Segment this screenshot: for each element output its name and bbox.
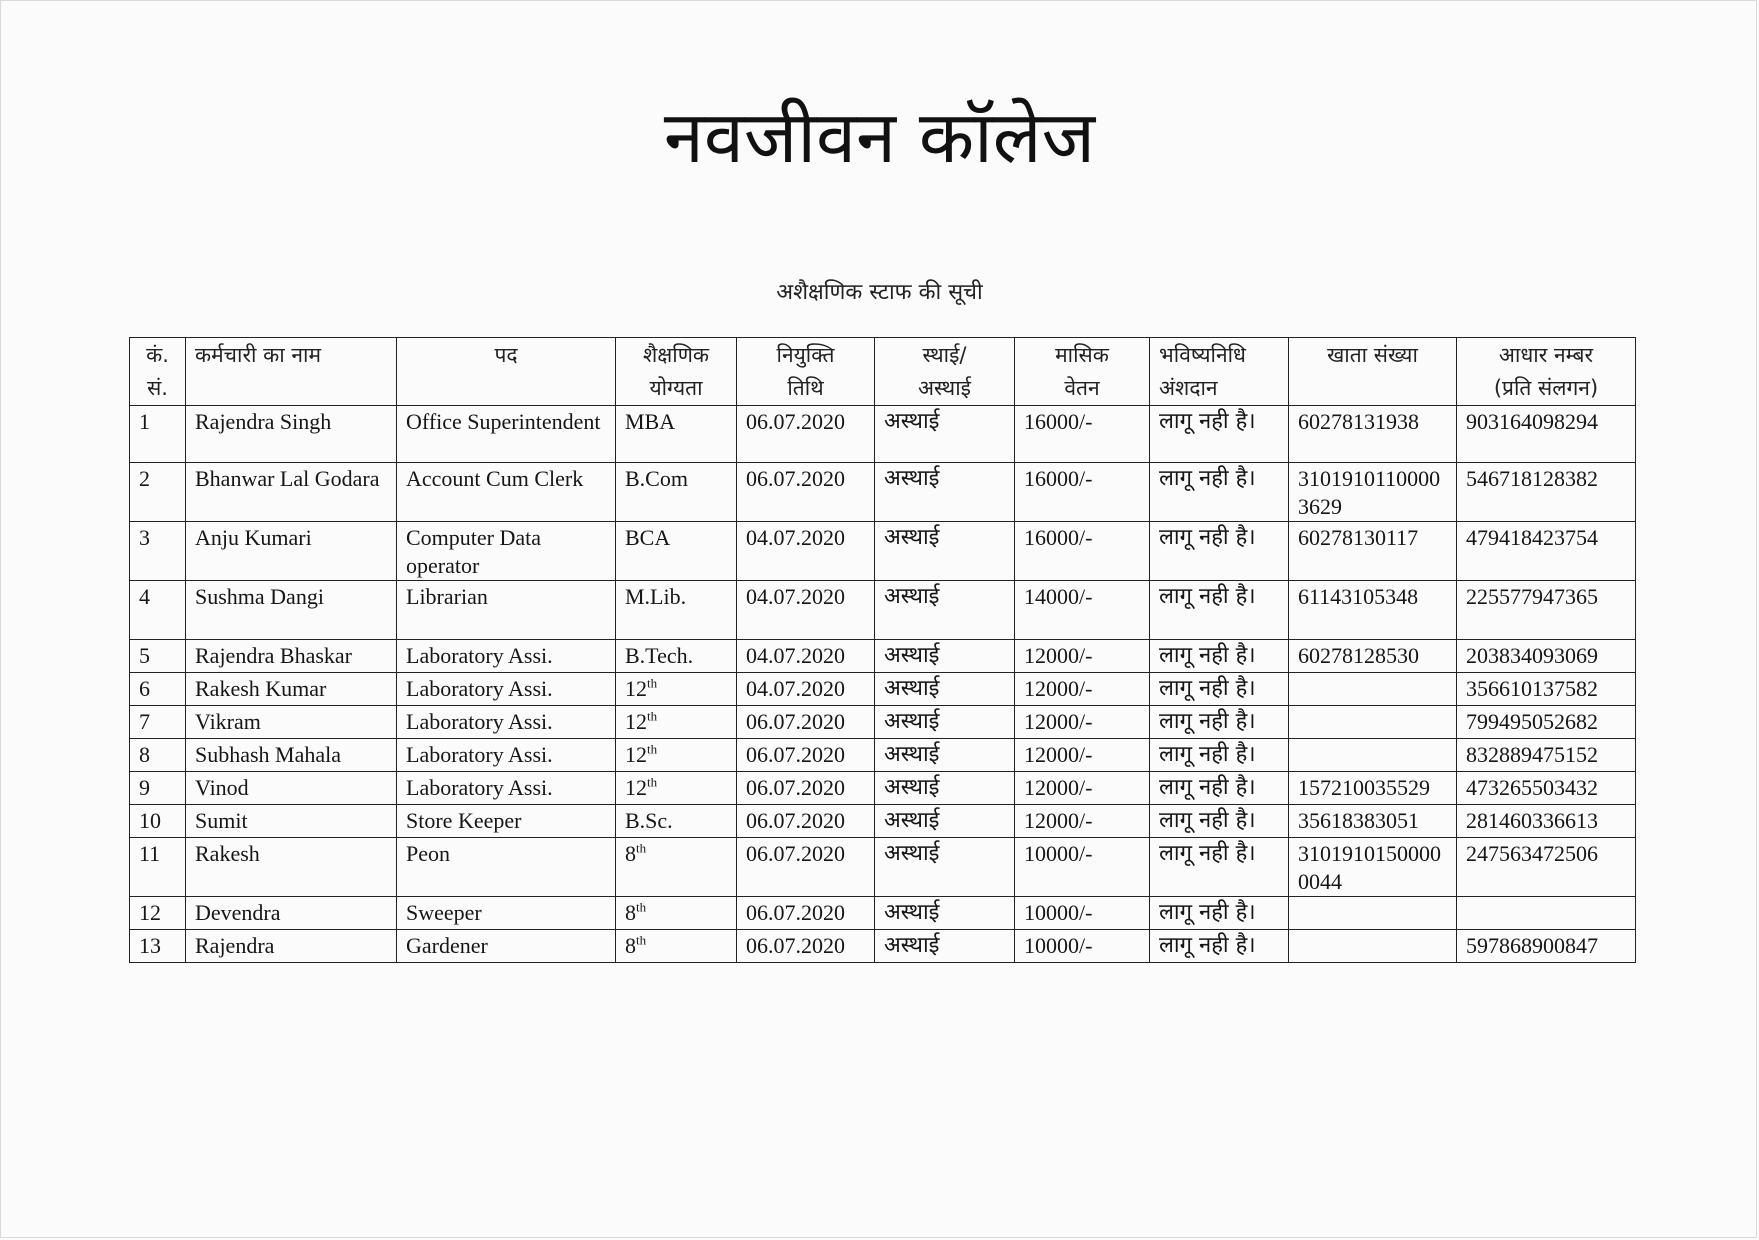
cell-salary: 12000/- [1015,805,1150,838]
cell-employee-name: Bhanwar Lal Godara [186,463,397,522]
cell-qualification: B.Tech. [616,640,737,673]
cell-salary: 12000/- [1015,640,1150,673]
table-row [130,739,1636,772]
cell-status: अस्थाई [875,673,1015,706]
table-row [130,581,1636,640]
cell-employee-name: Vikram [186,706,397,739]
cell-account-number: 60278130117 [1289,522,1457,581]
table-row [130,838,1636,897]
cell-appointment-date: 06.07.2020 [737,805,875,838]
cell-status: अस्थाई [875,897,1015,930]
cell-aadhaar-number: 247563472506 [1457,838,1636,897]
cell-serial: 11 [130,838,186,897]
cell-account-number: 31019101500000044 [1289,838,1457,897]
header-employee-name: कर्मचारी का नाम [186,338,397,406]
cell-salary: 12000/- [1015,739,1150,772]
table-row [130,805,1636,838]
cell-employee-name: Rakesh [186,838,397,897]
cell-employee-name: Sumit [186,805,397,838]
cell-provident-fund: लागू नही है। [1150,581,1289,640]
cell-salary: 16000/- [1015,522,1150,581]
cell-qualification: B.Com [616,463,737,522]
cell-appointment-date: 06.07.2020 [737,463,875,522]
cell-status: अस्थाई [875,838,1015,897]
cell-qualification: MBA [616,406,737,463]
cell-aadhaar-number: 903164098294 [1457,406,1636,463]
cell-post: Sweeper [397,897,616,930]
cell-salary: 16000/- [1015,463,1150,522]
table-row [130,640,1636,673]
cell-provident-fund: लागू नही है। [1150,640,1289,673]
cell-status: अस्थाई [875,581,1015,640]
cell-status: अस्थाई [875,772,1015,805]
cell-provident-fund: लागू नही है। [1150,897,1289,930]
list-subtitle: अशैक्षणिक स्टाफ की सूची [776,280,983,305]
cell-salary: 16000/- [1015,406,1150,463]
cell-appointment-date: 06.07.2020 [737,706,875,739]
header-serial: कं. सं. [130,338,186,406]
cell-account-number: 157210035529 [1289,772,1457,805]
table-body [130,406,1636,963]
cell-status: अस्थाई [875,522,1015,581]
cell-status: अस्थाई [875,805,1015,838]
cell-appointment-date: 06.07.2020 [737,772,875,805]
header-aadhaar-number: आधार नम्बर (प्रति संलगन) [1457,338,1636,406]
cell-provident-fund: लागू नही है। [1150,772,1289,805]
cell-qualification: 12th [616,673,737,706]
cell-provident-fund: लागू नही है। [1150,805,1289,838]
cell-provident-fund: लागू नही है। [1150,706,1289,739]
cell-employee-name: Anju Kumari [186,522,397,581]
cell-serial: 6 [130,673,186,706]
cell-serial: 7 [130,706,186,739]
cell-provident-fund: लागू नही है। [1150,739,1289,772]
cell-status: अस्थाई [875,706,1015,739]
cell-aadhaar-number: 832889475152 [1457,739,1636,772]
cell-salary: 10000/- [1015,838,1150,897]
cell-status: अस्थाई [875,739,1015,772]
staff-table [129,337,1636,963]
cell-account-number: 60278128530 [1289,640,1457,673]
cell-post: Laboratory Assi. [397,640,616,673]
header-provident-fund: भविष्यनिधि अंशदान [1150,338,1289,406]
cell-account-number [1289,673,1457,706]
cell-serial: 4 [130,581,186,640]
cell-post: Office Superintendent [397,406,616,463]
cell-aadhaar-number: 473265503432 [1457,772,1636,805]
cell-aadhaar-number: 597868900847 [1457,930,1636,963]
cell-status: अस्थाई [875,406,1015,463]
cell-appointment-date: 06.07.2020 [737,838,875,897]
cell-aadhaar-number: 479418423754 [1457,522,1636,581]
header-account-number: खाता संख्या [1289,338,1457,406]
cell-post: Librarian [397,581,616,640]
cell-appointment-date: 06.07.2020 [737,406,875,463]
cell-serial: 8 [130,739,186,772]
table-row [130,772,1636,805]
cell-provident-fund: लागू नही है। [1150,522,1289,581]
cell-employee-name: Subhash Mahala [186,739,397,772]
cell-serial: 9 [130,772,186,805]
cell-appointment-date: 04.07.2020 [737,673,875,706]
header-status: स्थाई/ अस्थाई [875,338,1015,406]
table-row [130,522,1636,581]
cell-account-number [1289,739,1457,772]
cell-serial: 2 [130,463,186,522]
cell-serial: 5 [130,640,186,673]
cell-qualification: M.Lib. [616,581,737,640]
cell-serial: 1 [130,406,186,463]
cell-account-number [1289,706,1457,739]
cell-status: अस्थाई [875,930,1015,963]
cell-post: Laboratory Assi. [397,772,616,805]
cell-status: अस्थाई [875,463,1015,522]
cell-post: Computer Data operator [397,522,616,581]
cell-aadhaar-number: 225577947365 [1457,581,1636,640]
cell-serial: 3 [130,522,186,581]
cell-aadhaar-number: 546718128382 [1457,463,1636,522]
cell-qualification: BCA [616,522,737,581]
cell-post: Laboratory Assi. [397,673,616,706]
cell-post: Peon [397,838,616,897]
table-header-row [130,338,1636,406]
cell-salary: 14000/- [1015,581,1150,640]
cell-qualification: 12th [616,739,737,772]
cell-qualification: B.Sc. [616,805,737,838]
cell-provident-fund: लागू नही है। [1150,406,1289,463]
cell-serial: 12 [130,897,186,930]
qualification-ordinal-suffix: th [647,708,658,724]
cell-employee-name: Sushma Dangi [186,581,397,640]
cell-appointment-date: 06.07.2020 [737,897,875,930]
qualification-ordinal-suffix: th [647,675,658,691]
cell-post: Laboratory Assi. [397,739,616,772]
cell-provident-fund: लागू नही है। [1150,463,1289,522]
cell-employee-name: Rakesh Kumar [186,673,397,706]
table-row [130,673,1636,706]
cell-qualification: 8th [616,838,737,897]
cell-appointment-date: 04.07.2020 [737,640,875,673]
cell-qualification: 8th [616,930,737,963]
cell-post: Account Cum Clerk [397,463,616,522]
cell-aadhaar-number: 799495052682 [1457,706,1636,739]
cell-salary: 12000/- [1015,673,1150,706]
table-row [130,930,1636,963]
cell-employee-name: Rajendra Bhaskar [186,640,397,673]
cell-appointment-date: 04.07.2020 [737,581,875,640]
qualification-ordinal-suffix: th [647,774,658,790]
header-salary: मासिक वेतन [1015,338,1150,406]
cell-account-number: 31019101100003629 [1289,463,1457,522]
cell-employee-name: Devendra [186,897,397,930]
cell-serial: 10 [130,805,186,838]
cell-post: Store Keeper [397,805,616,838]
cell-salary: 10000/- [1015,930,1150,963]
qualification-ordinal-suffix: th [636,932,647,948]
table-row [130,463,1636,522]
header-post: पद [397,338,616,406]
cell-provident-fund: लागू नही है। [1150,930,1289,963]
qualification-ordinal-suffix: th [636,840,647,856]
qualification-ordinal-suffix: th [636,899,647,915]
header-qualification: शैक्षणिक योग्यता [616,338,737,406]
cell-account-number [1289,897,1457,930]
cell-post: Gardener [397,930,616,963]
cell-employee-name: Rajendra Singh [186,406,397,463]
cell-appointment-date: 06.07.2020 [737,739,875,772]
cell-employee-name: Vinod [186,772,397,805]
cell-salary: 12000/- [1015,772,1150,805]
cell-qualification: 12th [616,706,737,739]
college-title: नवजीवन कॉलेज [663,95,1096,179]
cell-account-number: 35618383051 [1289,805,1457,838]
table-row [130,897,1636,930]
cell-salary: 12000/- [1015,706,1150,739]
cell-account-number: 61143105348 [1289,581,1457,640]
qualification-ordinal-suffix: th [647,741,658,757]
cell-employee-name: Rajendra [186,930,397,963]
cell-aadhaar-number: 281460336613 [1457,805,1636,838]
cell-appointment-date: 06.07.2020 [737,930,875,963]
cell-provident-fund: लागू नही है। [1150,673,1289,706]
cell-salary: 10000/- [1015,897,1150,930]
cell-serial: 13 [130,930,186,963]
table-row [130,706,1636,739]
header-appointment-date: नियुक्ति तिथि [737,338,875,406]
cell-provident-fund: लागू नही है। [1150,838,1289,897]
cell-aadhaar-number: 356610137582 [1457,673,1636,706]
cell-aadhaar-number [1457,897,1636,930]
cell-status: अस्थाई [875,640,1015,673]
cell-qualification: 12th [616,772,737,805]
cell-aadhaar-number: 203834093069 [1457,640,1636,673]
cell-post: Laboratory Assi. [397,706,616,739]
table-row [130,406,1636,463]
cell-appointment-date: 04.07.2020 [737,522,875,581]
cell-qualification: 8th [616,897,737,930]
cell-account-number: 60278131938 [1289,406,1457,463]
cell-account-number [1289,930,1457,963]
